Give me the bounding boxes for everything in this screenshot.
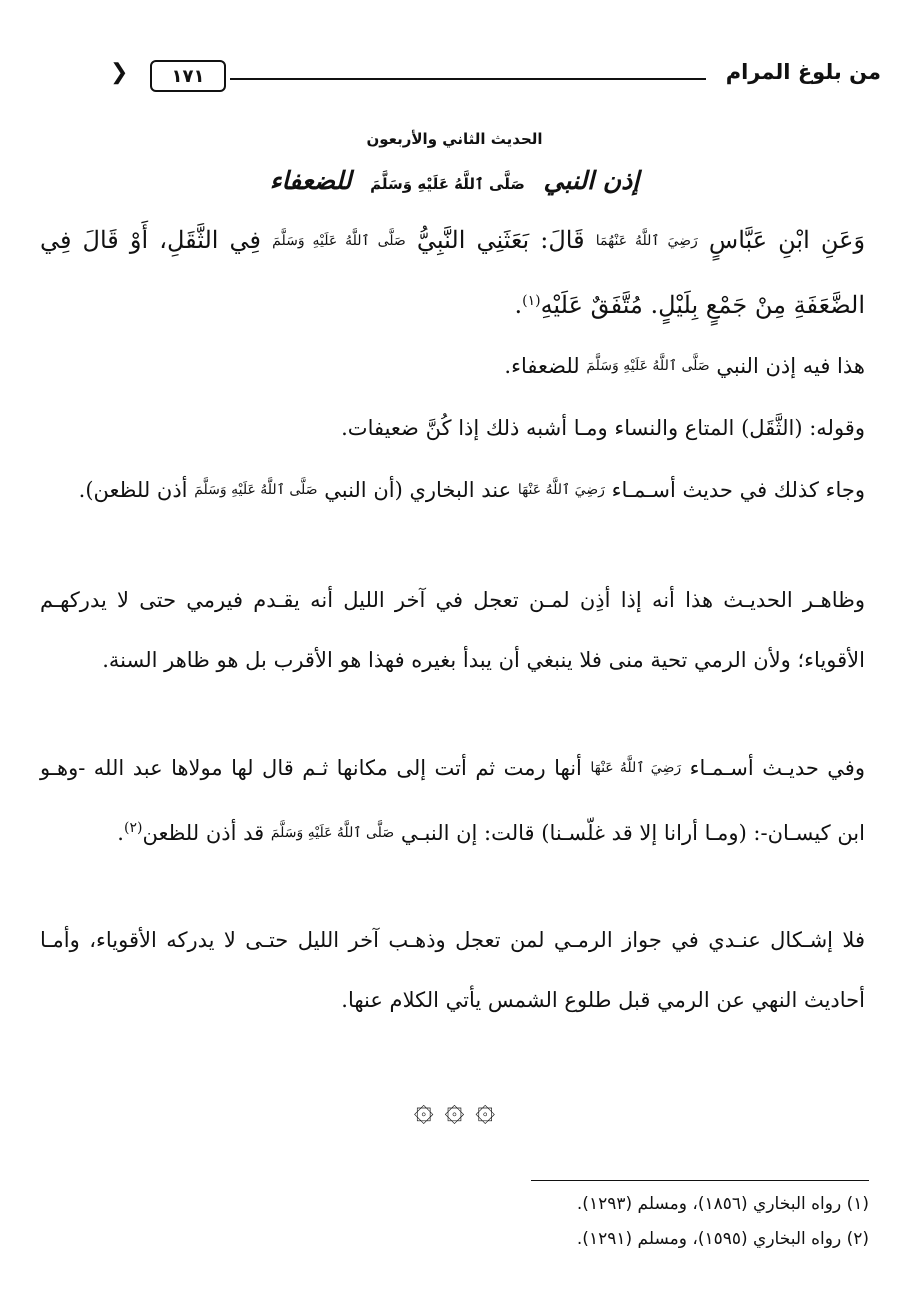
paragraph: فلا إشـكال عنـدي في جواز الرمـي لمن تعجل وذهـب آخر الليل حتـى لا يدركه الأقوياء، وأمـا أحاديث النهي عن الرمي قبل طلوع الشمس يأتي الكلام عنها.	[40, 928, 865, 1012]
chapter-title	[0, 166, 909, 195]
footnotes	[300, 1187, 869, 1257]
radiyallahu-icon: رَضِيَ ٱللَّهُ عَنْهَا	[517, 482, 605, 498]
paragraph: وظاهـر الحديـث هذا أنه إذا أذِن لمـن تعجل في آخر الليل أنه يقـدم فيرمي حتى لا يدركهـم الأقوياء؛ ولأن الرمي تحية منى فلا ينبغي أن يبدأ بغيره فهذا هو الأقرب بل هو ظاهر السنة.	[40, 588, 865, 672]
footnote-ref: (١)	[522, 293, 541, 309]
paragraph-text: وجاء كذلك في حديث أسـمـاء	[611, 478, 865, 502]
paragraph-text: وفي حديـث أسـمـاء	[689, 756, 865, 780]
paragraph	[40, 460, 865, 520]
paragraph-text: عند البخاري (أن النبي	[324, 478, 512, 502]
hadith-text-part: .	[514, 291, 523, 319]
page-header	[110, 56, 881, 96]
paragraph-text: أنها رمت ثم أتت إلى مكانها ثـم قال لها مولاها عبد الله -وهـو ابن كيسـان-: (ومـا أرانا إلا قد غلّسـنا) قالت: إن النبـي	[40, 756, 865, 845]
header-rule	[230, 78, 706, 80]
header-ornament-icon: ❮	[110, 60, 129, 85]
salawat-icon: صَلَّى ٱللَّهُ عَلَيْهِ وَسَلَّمَ	[270, 825, 395, 841]
footnote: (٢) رواه البخاري (١٥٩٥)، ومسلم (١٢٩١).	[576, 1229, 869, 1249]
paragraph-text: .	[117, 821, 124, 845]
hadith-text-part: وَعَنِ ابْنِ عَبَّاسٍ	[708, 226, 866, 254]
paragraph	[40, 336, 865, 396]
footnote: (١) رواه البخاري (١٨٥٦)، ومسلم (١٢٩٣).	[576, 1194, 869, 1214]
paragraph-text: هذا فيه إذن النبي	[716, 354, 865, 378]
hadith-text-part: قَالَ: بَعَثَنِي النَّبِيُّ	[416, 226, 585, 254]
hadith-text	[40, 210, 865, 335]
chapter-title-start: إذن النبي	[543, 166, 640, 195]
footnote-divider	[531, 1180, 869, 1181]
radiyallahu-icon: رَضِيَ ٱللَّهُ عَنْهَا	[590, 760, 682, 776]
paragraph	[40, 738, 865, 863]
paragraph-text: قد أذن للظعن	[142, 821, 265, 845]
star-ornament-icon: ۞ ۞ ۞	[413, 1089, 496, 1129]
paragraph: وقوله: (الثَّقَل) المتاع والنساء ومـا أشبه ذلك إذا كُنَّ ضعيفات.	[341, 416, 865, 440]
salawat-icon: صَلَّى ٱللَّهُ عَلَيْهِ وَسَلَّمَ	[194, 482, 318, 498]
salawat-icon: صَلَّى ٱللَّهُ عَلَيْهِ وَسَلَّمَ	[272, 233, 406, 249]
salawat-icon: صَلَّى ٱللَّهُ عَلَيْهِ وَسَلَّمَ	[586, 358, 710, 374]
page-number: ١٧١	[150, 60, 226, 92]
hadith-text-part: فِي الثَّقَلِ، أَوْ قَالَ فِي الضَّعَفَةِ مِنْ جَمْعٍ بِلَيْلٍ. مُتَّفَقٌ عَلَيْهِ	[40, 226, 865, 319]
footnote-ref: (٢)	[123, 820, 143, 836]
salawat-icon: صَلَّى ٱللَّهُ عَلَيْهِ وَسَلَّمَ	[370, 175, 525, 193]
chapter-title-end: للضعفاء	[269, 166, 352, 195]
radiyallahu-icon: رَضِيَ ٱللَّهُ عَنْهُمَا	[595, 233, 698, 249]
book-title: من بلوغ المرام	[725, 60, 881, 84]
paragraph-text: أذن للظعن).	[78, 478, 188, 502]
paragraph-text: للضعفاء.	[504, 354, 580, 378]
hadith-number-heading: الحديث الثاني والأربعون	[366, 130, 543, 148]
